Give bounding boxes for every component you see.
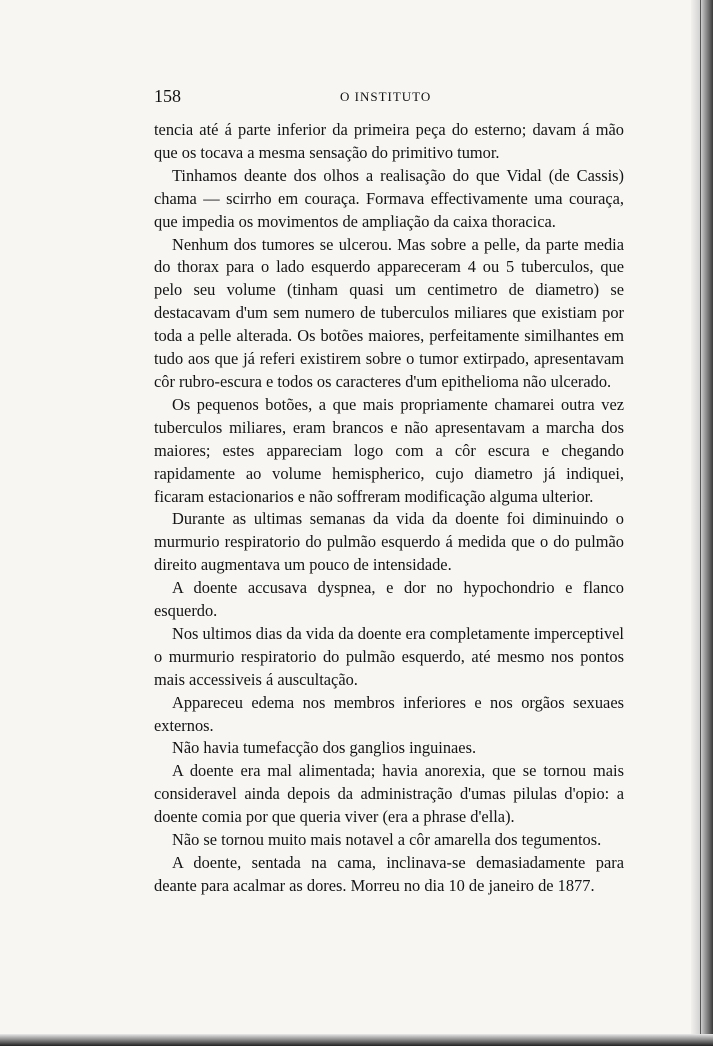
page-header: [154, 86, 624, 110]
paragraph-3: Nenhum dos tumores se ulcerou. Mas sobre a pelle, da parte media do thorax para o lado esquerdo appareceram 4 ou 5 tuberculos, que pelo seu volume (tinham quasi um centimetro de diametro) se destacavam d'um sem numero de tuberculos miliares que existiam por toda a pelle alterada. Os botões maiores, perfeitamente similhantes em tudo aos que já referi existirem sobre o tumor extirpado, apresentavam côr rubro-escura e todos os caracteres d'um epithelioma não ulcerado.: [154, 234, 624, 391]
paragraph-12: A doente, sentada na cama, inclinava-se demasiadamente para deante para acalmar as dores. Morreu no dia 10 de janeiro de 1877.: [154, 853, 624, 895]
paragraph-4: Os pequenos botões, a que mais propriamente chamarei outra vez tuberculos miliares, eram brancos e não apresentavam a marcha dos maiores; estes appareciam logo com a côr escura e chegando rapidamente ao volume hemispherico, cujo diametro já indiquei, ficaram estacionarios e não soffreram modificação alguma ulterior.: [154, 394, 624, 506]
page-edge-line: [700, 0, 701, 1046]
page-edge-bottom: [0, 1034, 713, 1046]
paragraph-9: Não havia tumefacção dos ganglios inguinaes.: [172, 738, 477, 758]
page-number: 158: [154, 86, 181, 106]
paragraph-7: Nos ultimos dias da vida da doente era completamente imperceptivel o murmurio respiratorio do pulmão esquerdo, até mesmo nos pontos mais accessiveis á auscultação.: [154, 623, 624, 689]
page-edge-right: [691, 0, 713, 1046]
running-title: O INSTITUTO: [340, 89, 432, 104]
paragraph-2: Tinhamos deante dos olhos a realisação do que Vidal (de Cassis) chama — scirrho em couraça. Formava effectivamente uma couraça, que impedia os movimentos de ampliação da caixa thoracica.: [154, 165, 624, 231]
paragraph-5: Durante as ultimas semanas da vida da doente foi diminuindo o murmurio respiratorio do pulmão esquerdo á medida que o do pulmão direito augmentava um pouco de intensidade.: [154, 509, 624, 575]
paragraph-6: A doente accusava dyspnea, e dor no hypochondrio e flanco esquerdo.: [154, 578, 624, 621]
paragraph-8: Appareceu edema nos membros inferiores e nos orgãos sexuaes externos.: [154, 692, 624, 735]
body-text: [154, 119, 624, 898]
paragraph-1: tencia até á parte inferior da primeira peça do esterno; davam á mão que os tocava a mesma sensação do primitivo tumor.: [154, 120, 624, 162]
paragraph-10: A doente era mal alimentada; havia anorexia, que se tornou mais consideravel ainda depois da administração d'umas pilulas d'opio: a doente comia por que queria viver (era a phrase d'ella).: [154, 761, 624, 827]
paragraph-11: Não se tornou muito mais notavel a côr amarella dos tegumentos.: [172, 830, 602, 850]
